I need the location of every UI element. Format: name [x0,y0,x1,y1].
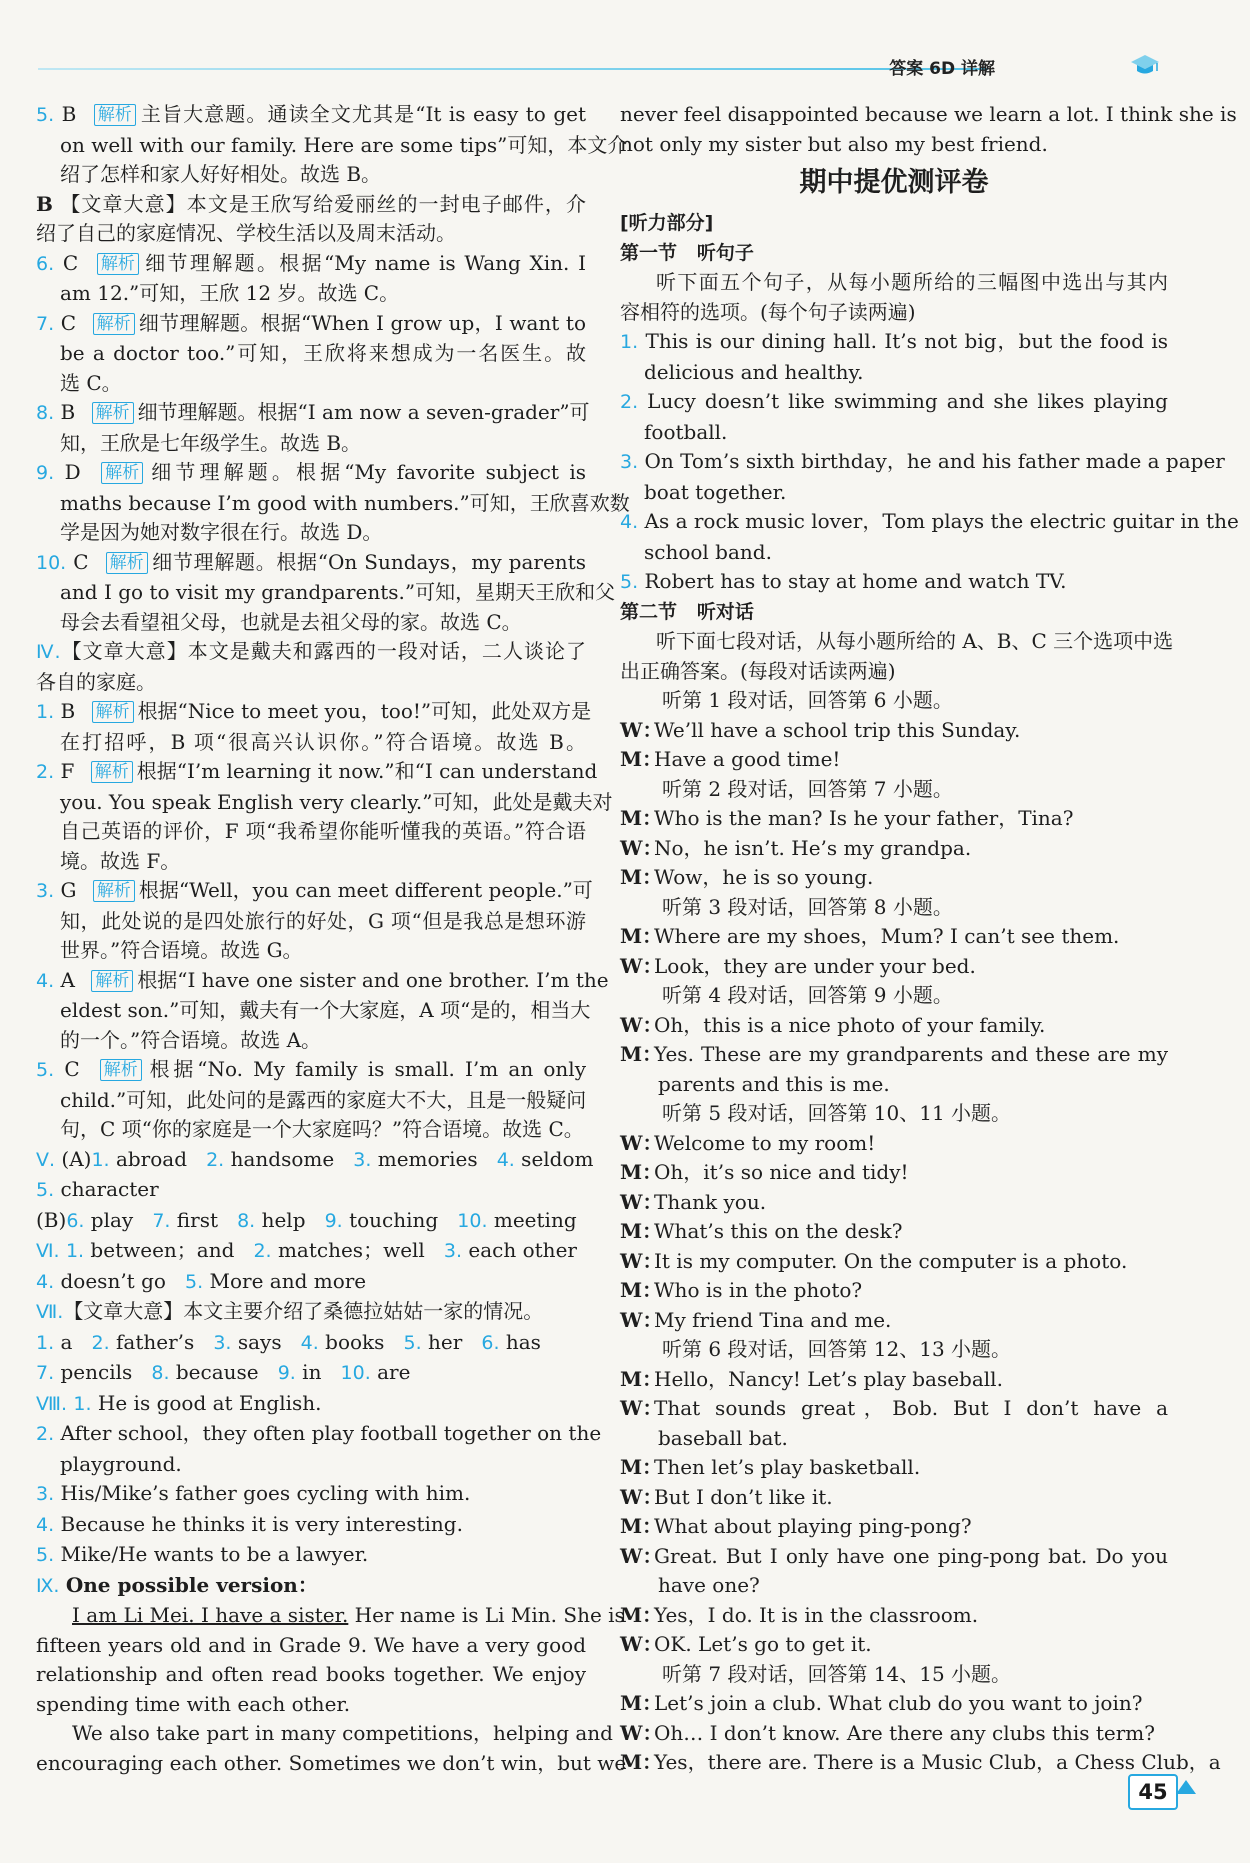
answer-line: 1. B 解析 根据“Nice to meet you，too!”可知，此处双方是 [36,699,592,723]
dialogue-line: baseball bat. [658,1425,788,1450]
header-title: 答案 6D 详解 [889,59,995,79]
section-summary: Ⅳ.【文章大意】本文是戴夫和露西的一段对话，二人谈论了 [36,639,586,663]
answer-line: 自己英语的评价，F 项“我希望你能听懂我的英语。”符合语 [60,819,586,843]
answer-line: Ⅴ. (A)1. abroad 2. handsome 3. memories 4. seldom [36,1146,594,1171]
dialogue-line: W：OK. Let’s go to get it. [620,1632,872,1656]
dialogue-line: M：Let’s join a club. What club do you want to join? [620,1691,1143,1715]
exam-title: 期中提优测评卷 [799,167,989,198]
answer-line: 10. C 解析 细节理解题。根据“On Sundays，my parents [36,549,586,574]
sentence-item: 5. Robert has to stay at home and watch TV. [620,569,1067,593]
writing-line: encouraging each other. Sometimes we don’t win，but we [36,1750,627,1775]
graduation-cap-icon [1130,52,1160,78]
instruction-line: 容相符的选项。(每个句子读两遍) [620,299,916,324]
answer-line: 6. C 解析 细节理解题。根据“My name is Wang Xin. I [36,250,586,275]
section-summary: B 【文章大意】本文是王欣写给爱丽丝的一封电子邮件，介 [36,191,586,216]
section-summary: 各自的家庭。 [36,669,156,694]
dialogue-line: W：My friend Tina and me. [620,1307,892,1332]
dialogue-line: M：Where are my shoes，Mum? I can’t see them. [620,924,1120,948]
listening-right-column [620,100,1239,1778]
header-rule [38,68,988,70]
page-arrow-icon [1176,1780,1196,1794]
answer-line: 9. D 解析 细节理解题。根据“My favorite subject is [36,460,587,484]
answer-line: child.”可知，此处问的是露西的家庭大不大，且是一般疑问 [60,1087,587,1112]
instruction-line: 出正确答案。(每段对话读两遍) [620,658,896,683]
sentence-item: delicious and healthy. [644,359,864,384]
answer-line: 世界。”符合语境。故选 G。 [60,938,303,962]
dialogue-line: M：What’s this on the desk? [620,1219,903,1243]
sentence-item: 2. Lucy doesn’t like swimming and she likes playing [620,389,1168,413]
answers-left-column [36,100,630,1778]
dialogue-line: M：Yes，there are. There is a Music Club，a Chess Club，a [620,1750,1221,1774]
answer-line: on well with our family. Here are some tips”可知，本文介 [60,132,628,157]
dialogue-line: M：Then let’s play basketball. [620,1455,921,1479]
answer-line: 境。故选 F。 [60,848,181,873]
answer-line: 选 C。 [60,370,122,395]
sentence-item: 4. As a rock music lover，Tom plays the electric guitar in the [620,509,1239,533]
answer-line: 2. F 解析 根据“I’m learning it now.”和“I can understand [36,759,598,783]
dialogue-line: W：Oh，this is a nice photo of your family. [620,1012,1046,1037]
dialogue-line: M：Oh，it’s so nice and tidy! [620,1160,909,1184]
section-summary: Ⅶ.【文章大意】本文主要介绍了桑德拉姑姑一家的情况。 [36,1299,544,1323]
answer-line: 绍了怎样和家人好好相处。故选 B。 [60,162,382,186]
dialogue-line: M：Yes，I do. It is in the classroom. [620,1602,979,1627]
dialogue-prompt: 听第 3 段对话，回答第 8 小题。 [662,894,953,919]
sentence-item: 3. On Tom’s sixth birthday，he and his father made a paper [620,449,1225,473]
answer-line: 4. Because he thinks it is very interesting. [36,1511,463,1536]
answer-line: Ⅵ. 1. between；and 2. matches；well 3. each other [36,1238,577,1262]
dialogue-line: W：Great. But I only have one ping-pong bat. Do you [620,1543,1168,1568]
dialogue-line: W：No，he isn’t. He’s my grandpa. [620,835,972,860]
dialogue-prompt: 听第 2 段对话，回答第 7 小题。 [662,776,953,801]
answer-line: 4. A 解析 根据“I have one sister and one brother. I’m the [36,967,609,992]
instruction-line: 听下面五个句子，从每小题所给的三幅图中选出与其内 [656,270,1168,294]
dialogue-prompt: 听第 6 段对话，回答第 12、13 小题。 [662,1337,1012,1361]
answer-line: 5. character [36,1177,159,1201]
sentence-item: school band. [644,539,772,564]
answer-line: 句，C 项“你的家庭是一个大家庭吗？”符合语境。故选 C。 [60,1117,584,1141]
dialogue-line: M：Yes. These are my grandparents and these are my [620,1042,1168,1066]
answer-line: 母会去看望祖父母，也就是去祖父母的家。故选 C。 [60,609,522,634]
answer-line: 8. B 解析 细节理解题。根据“I am now a seven-grader”可 [36,400,590,424]
dialogue-line: M：Who is in the photo? [620,1278,863,1302]
answer-line: 2. After school，they often play football together on the [36,1421,602,1445]
dialogue-prompt: 听第 1 段对话，回答第 6 小题。 [662,688,953,712]
writing-line: not only my sister but also my best friend. [620,131,1048,156]
answer-line: eldest son.”可知，戴夫有一个大家庭，A 项“是的，相当大 [60,998,591,1022]
writing-line: I am Li Mei. I have a sister. Her name is Li Min. She is [72,1603,625,1627]
answer-line: 5. C 解析 根据“No. My family is small. I’m an only [36,1057,586,1081]
dialogue-line: M：Wow，he is so young. [620,865,874,889]
answer-line: Ⅷ. 1. He is good at English. [36,1390,322,1415]
answer-line: playground. [60,1451,182,1476]
writing-line: never feel disappointed because we learn a lot. I think she is [620,102,1237,126]
answer-line: 7. pencils 8. because 9. in 10. are [36,1360,411,1384]
listening-section-title: 第二节 听对话 [620,600,754,623]
answer-line: 3. His/Mike’s father goes cycling with him. [36,1481,471,1505]
answer-line: and I go to visit my grandparents.”可知，星期天王欣和父 [60,580,616,604]
dialogue-line: W：We’ll have a school trip this Sunday. [620,717,1021,742]
writing-line: relationship and often read books together. We enjoy [36,1662,586,1686]
sentence-item: 1. This is our dining hall. It’s not big，but the food is [620,329,1168,353]
dialogue-line: parents and this is me. [658,1071,890,1096]
answer-line: maths because I’m good with numbers.”可知，王欣喜欢数 [60,490,630,515]
answer-line: am 12.”可知，王欣 12 岁。故选 C。 [60,281,400,305]
dialogue-line: W：Oh… I don’t know. Are there any clubs this term? [620,1720,1155,1745]
dialogue-line: W：Look，they are under your bed. [620,953,976,978]
answer-line: 的一个。”符合语境。故选 A。 [60,1027,322,1052]
answer-line: 在打招呼，B 项“很高兴认识你。”符合语境。故选 B。 [60,729,586,754]
answer-line: (B)6. play 7. first 8. help 9. touching 10. meeting [36,1207,577,1232]
dialogue-line: M：Who is the man? Is he your father，Tina? [620,806,1074,830]
answer-line: 3. G 解析 根据“Well，you can meet different people.”可 [36,878,593,902]
writing-line: spending time with each other. [36,1691,351,1716]
dialogue-line: W：But I don’t like it. [620,1484,833,1509]
dialogue-line: have one? [658,1573,760,1597]
dialogue-line: M：What about playing ping-pong? [620,1514,972,1538]
dialogue-prompt: 听第 7 段对话，回答第 14、15 小题。 [662,1661,1012,1686]
answer-line: 5. B 解析 主旨大意题。通读全文尤其是“It is easy to get [36,102,586,126]
instruction-line: 听下面七段对话，从每小题所给的 A、B、C 三个选项中选 [656,629,1174,653]
dialogue-line: M：Hello，Nancy! Let’s play baseball. [620,1366,1003,1391]
listening-heading: [听力部分] [620,212,714,234]
sentence-item: football. [644,419,728,444]
answer-line: 1. a 2. father’s 3. says 4. books 5. her 6. has [36,1329,541,1354]
section-summary: 绍了自己的家庭情况、学校生活以及周末活动。 [36,221,456,245]
dialogue-line: W：It is my computer. On the computer is a photo. [620,1248,1128,1273]
answer-line: 学是因为她对数字很在行。故选 D。 [60,520,383,544]
answer-line: you. You speak English very clearly.”可知，此处是戴夫对 [60,789,613,814]
writing-line: We also take part in many competitions，helping and [72,1721,613,1745]
answer-line: 7. C 解析 细节理解题。根据“When I grow up，I want to [36,310,586,335]
dialogue-prompt: 听第 4 段对话，回答第 9 小题。 [662,983,953,1007]
dialogue-line: W：Thank you. [620,1189,767,1214]
answer-line: 知，王欣是七年级学生。故选 B。 [60,430,362,455]
answer-line: be a doctor too.”可知，王欣将来想成为一名医生。故 [60,341,586,365]
dialogue-line: M：Have a good time! [620,747,841,771]
dialogue-line: W：Welcome to my room! [620,1130,876,1155]
answer-line: 知，此处说的是四处旅行的好处，G 项“但是我总是想环游 [60,908,586,933]
answer-line: 4. doesn’t go 5. More and more [36,1268,367,1293]
sentence-item: boat together. [644,479,787,504]
writing-heading: Ⅸ. One possible version： [36,1572,318,1597]
listening-section-title: 第一节 听句子 [620,241,754,264]
answer-line: 5. Mike/He wants to be a lawyer. [36,1542,369,1566]
dialogue-prompt: 听第 5 段对话，回答第 10、11 小题。 [662,1101,1012,1125]
writing-line: fifteen years old and in Grade 9. We have a very good [36,1632,586,1657]
dialogue-line: W：That sounds great，Bob. But I don’t have a [620,1396,1168,1420]
page-number: 45 [1128,1774,1178,1810]
